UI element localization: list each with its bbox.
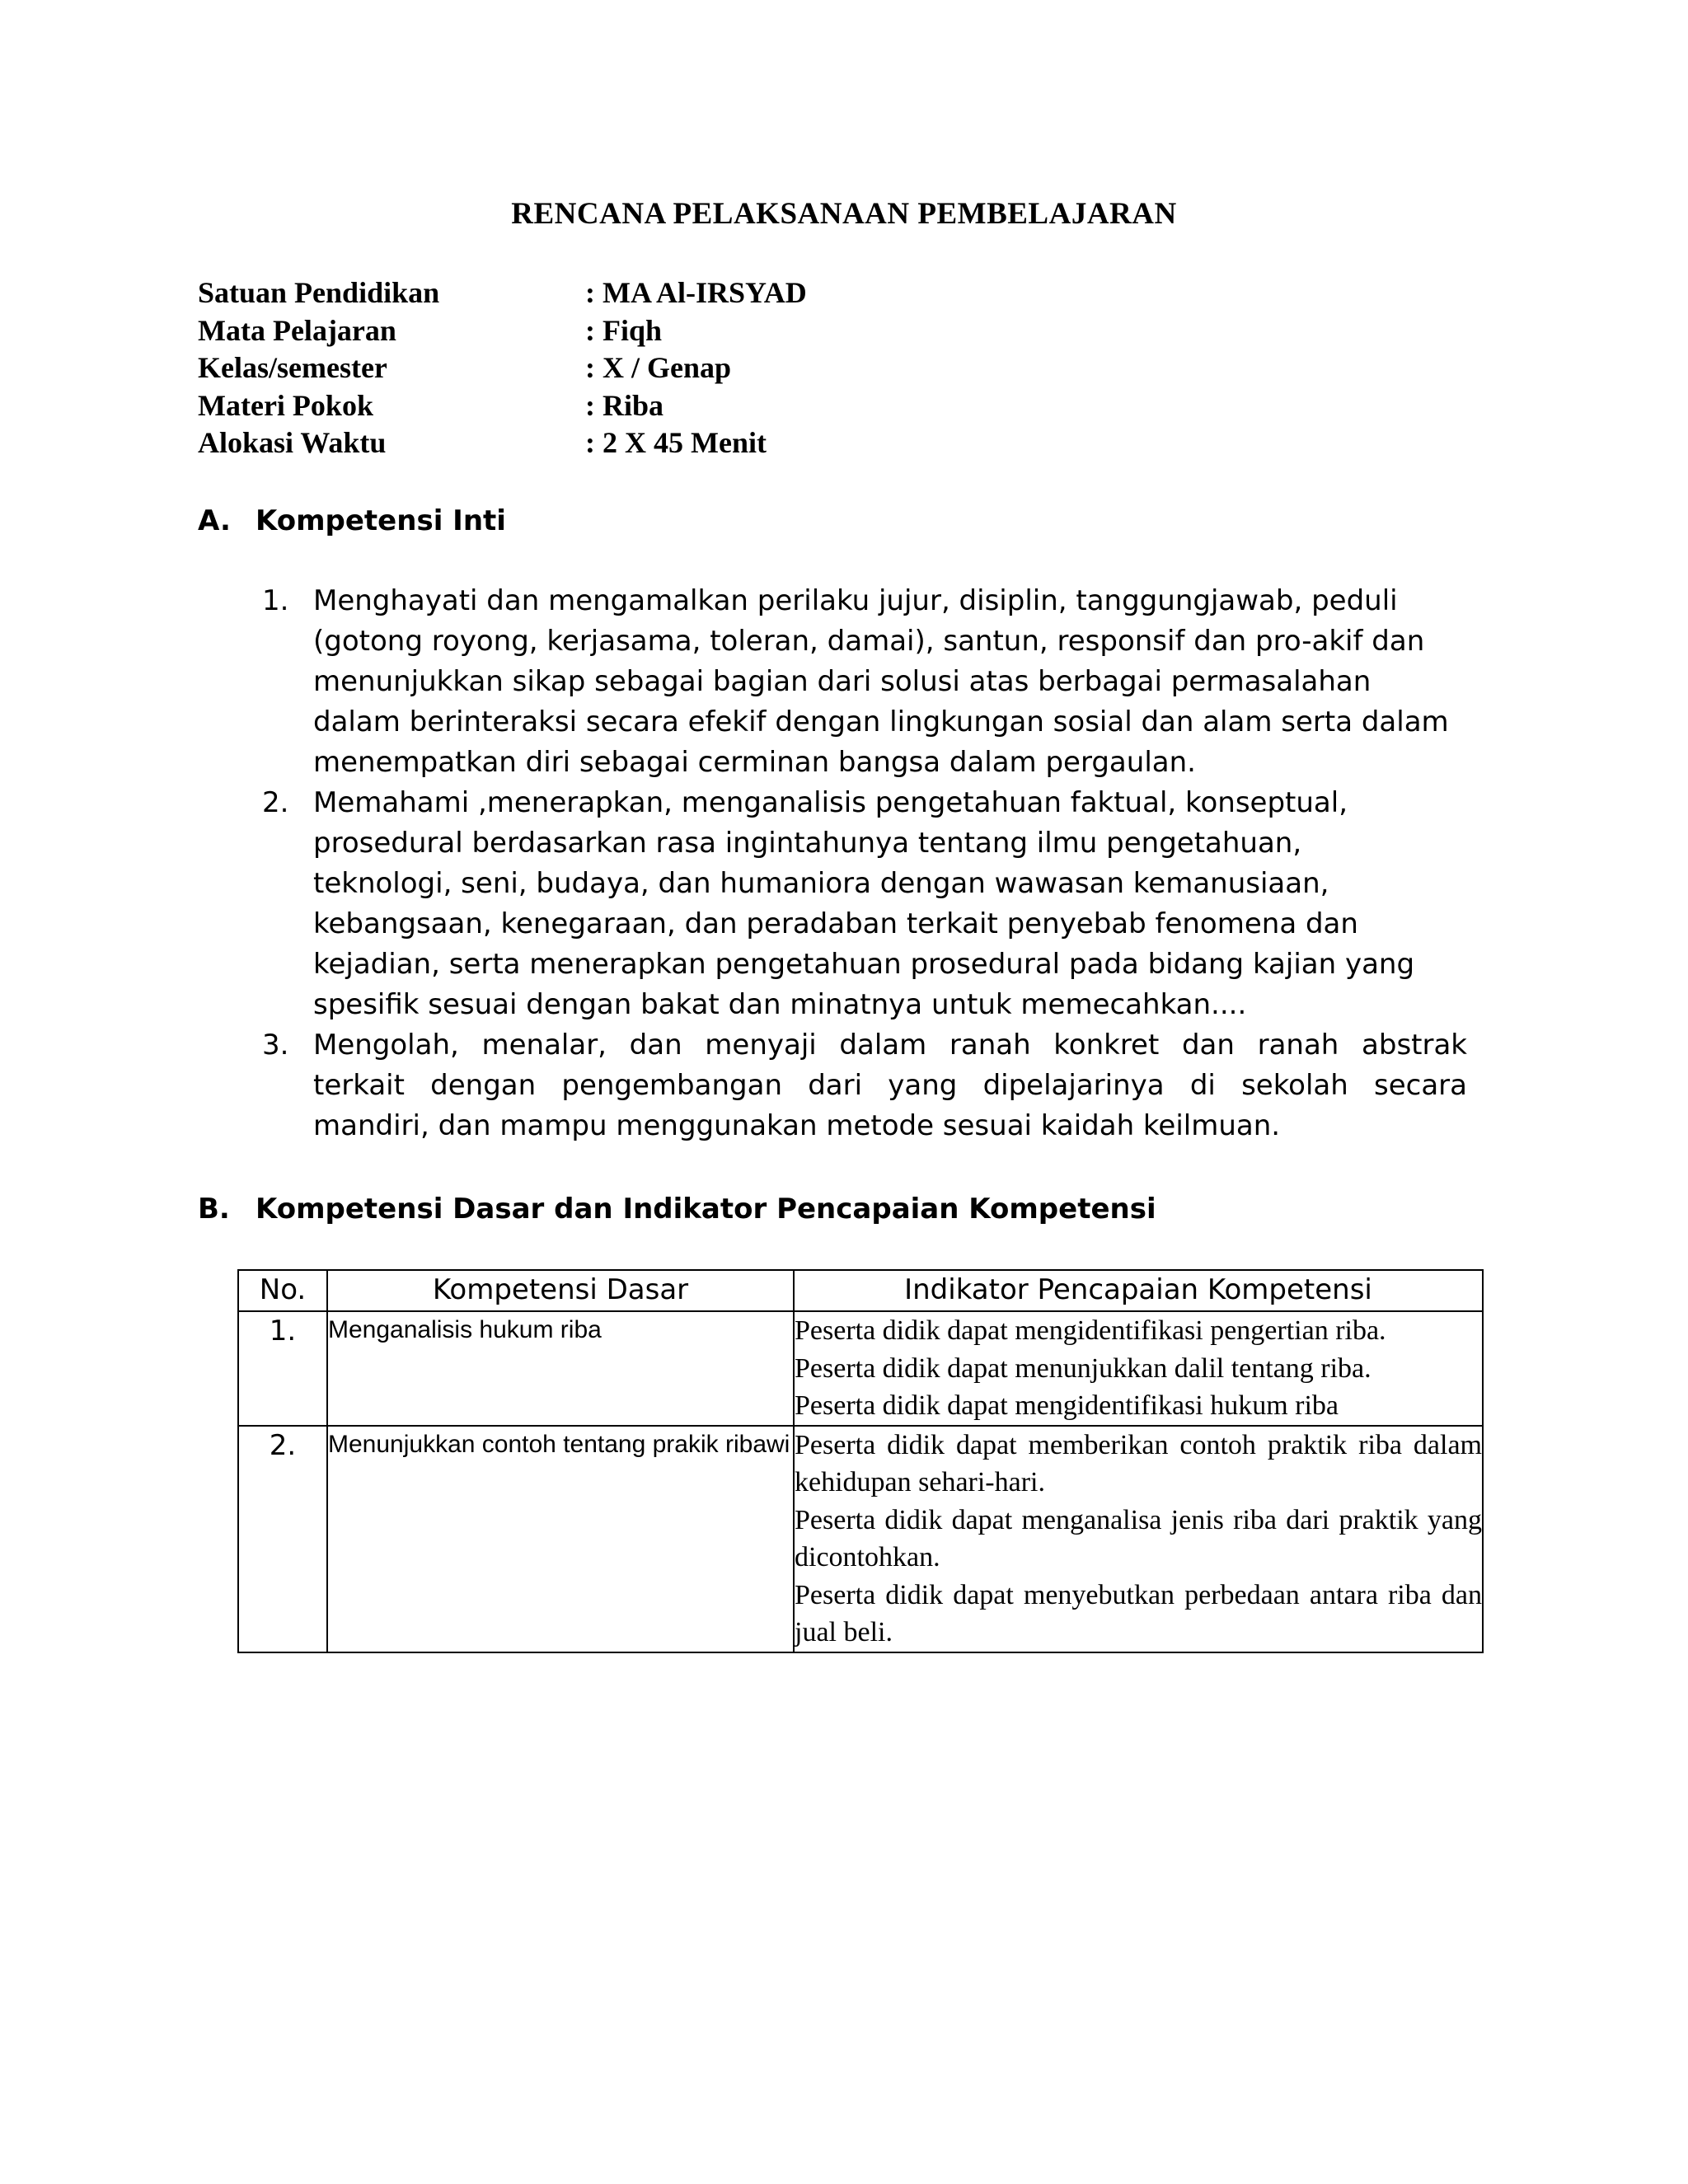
list-item-line: Memahami ,menerapkan, menganalisis pengetahuan faktual, konseptual, bbox=[313, 786, 1348, 819]
table-header-row bbox=[238, 1270, 1483, 1311]
list-item-line: mandiri, dan mampu menggunakan metode sesuai kaidah keilmuan. bbox=[313, 1109, 1281, 1142]
competency-table bbox=[237, 1269, 1484, 1653]
list-item bbox=[262, 581, 1467, 783]
list-item-line: menunjukkan sikap sebagai bagian dari solusi atas berbagai permasalahan bbox=[313, 665, 1372, 698]
identity-value: : Riba bbox=[585, 388, 664, 422]
list-item-line: spesifik sesuai dengan bakat dan minatnya untuk memecahkan.... bbox=[313, 988, 1247, 1021]
identity-label: Kelas/semester bbox=[198, 351, 387, 384]
table-row bbox=[238, 1426, 1483, 1652]
table-row bbox=[238, 1311, 1483, 1426]
row-number: 1. bbox=[238, 1311, 327, 1426]
indikator-cell bbox=[794, 1311, 1483, 1426]
section-title: Kompetensi Dasar dan Indikator Pencapaian Kompetensi bbox=[256, 1193, 1156, 1226]
list-item-line: teknologi, seni, budaya, dan humaniora dengan wawasan kemanusiaan, bbox=[313, 867, 1329, 900]
list-item-line: prosedural berdasarkan rasa ingintahunya tentang ilmu pengetahuan, bbox=[313, 827, 1302, 860]
identity-value: : MA Al-IRSYAD bbox=[585, 276, 807, 309]
identity-value: : 2 X 45 Menit bbox=[585, 426, 767, 459]
identity-label: Satuan Pendidikan bbox=[198, 276, 440, 309]
identity-value: : Fiqh bbox=[585, 313, 663, 347]
list-item-line: kejadian, serta menerapkan pengetahuan prosedural pada bidang kajian yang bbox=[313, 948, 1415, 981]
list-item-line: Menghayati dan mengamalkan perilaku jujur, disiplin, tanggungjawab, peduli bbox=[313, 584, 1398, 617]
section-a-heading bbox=[198, 503, 506, 539]
identity-value: : X / Genap bbox=[585, 351, 732, 384]
indicator-item: Peserta didik dapat mengidentifikasi pengertian riba. bbox=[795, 1315, 1386, 1346]
list-item-line: kebangsaan, kenegaraan, dan peradaban terkait penyebab fenomena dan bbox=[313, 907, 1358, 940]
list-item-number: 3. bbox=[262, 1029, 289, 1062]
column-header-kompetensi-dasar: Kompetensi Dasar bbox=[327, 1270, 794, 1311]
indicator-item: Peserta didik dapat menyebutkan perbedaan antara riba dan jual beli. bbox=[795, 1579, 1482, 1647]
identity-label: Materi Pokok bbox=[198, 388, 373, 422]
section-title: Kompetensi Inti bbox=[256, 504, 506, 537]
identity-label: Mata Pelajaran bbox=[198, 313, 396, 347]
indikator-cell bbox=[794, 1426, 1483, 1652]
column-header-indikator: Indikator Pencapaian Kompetensi bbox=[794, 1270, 1483, 1311]
kompetensi-inti-list bbox=[262, 581, 1467, 1146]
list-item-line: terkait dengan pengembangan dari yang dipelajarinya di sekolah secara bbox=[313, 1069, 1467, 1102]
list-item-line: (gotong royong, kerjasama, toleran, damai), santun, responsif dan pro-akif dan bbox=[313, 625, 1425, 658]
kompetensi-dasar-cell: Menganalisis hukum riba bbox=[327, 1311, 794, 1426]
section-letter: B. bbox=[198, 1193, 230, 1226]
list-item-line: Mengolah, menalar, dan menyaji dalam ranah konkret dan ranah abstrak bbox=[313, 1029, 1467, 1062]
list-item-number: 1. bbox=[262, 584, 289, 617]
indicator-item: Peserta didik dapat memberikan contoh praktik riba dalam kehidupan sehari-hari. bbox=[795, 1429, 1482, 1497]
indicator-item: Peserta didik dapat mengidentifikasi hukum riba bbox=[795, 1390, 1339, 1421]
section-letter: A. bbox=[198, 504, 231, 537]
section-b-heading bbox=[198, 1191, 1156, 1227]
indicator-item: Peserta didik dapat menunjukkan dalil tentang riba. bbox=[795, 1352, 1372, 1384]
kompetensi-dasar-cell: Menunjukkan contoh tentang prakik ribawi bbox=[327, 1426, 794, 1652]
list-item-line: dalam berinteraksi secara efekif dengan lingkungan sosial dan alam serta dalam bbox=[313, 705, 1449, 738]
column-header-no: No. bbox=[238, 1270, 327, 1311]
indicator-item: Peserta didik dapat menganalisa jenis riba dari praktik yang dicontohkan. bbox=[795, 1504, 1482, 1572]
list-item bbox=[262, 1025, 1467, 1146]
document-title: RENCANA PELAKSANAAN PEMBELAJARAN bbox=[511, 197, 1177, 231]
list-item-line: menempatkan diri sebagai cerminan bangsa dalam pergaulan. bbox=[313, 746, 1196, 779]
list-item bbox=[262, 783, 1467, 1025]
list-item-number: 2. bbox=[262, 786, 289, 819]
row-number: 2. bbox=[238, 1426, 327, 1652]
identity-label: Alokasi Waktu bbox=[198, 426, 387, 459]
